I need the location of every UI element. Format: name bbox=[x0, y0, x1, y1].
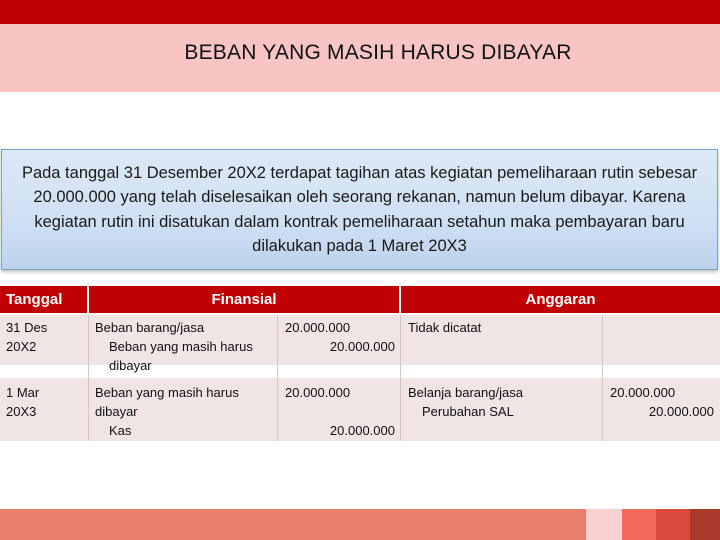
row2-ang-credit: 20.000.000 bbox=[648, 404, 714, 419]
row2-date-day: 1 Mar bbox=[6, 385, 40, 400]
column-divider bbox=[88, 315, 89, 441]
description-text: Pada tanggal 31 Desember 20X2 terdapat tagihan atas kegiatan pemeliharaan rutin sebesar 20.000.000 yang telah diselesaikan oleh seorang rekanan, namun belum dibayar. Karena kegiatan rutin ini disatukan dalam kontrak pemeliharaan setahun maka pembayaran baru dilakukan pada 1 Maret 20X3 bbox=[21, 163, 698, 255]
row2-ang-amounts bbox=[606, 383, 714, 421]
row2-ang-accounts bbox=[408, 383, 598, 421]
row2-ang-account-debit: Belanja barang/jasa bbox=[408, 385, 523, 400]
decor-square bbox=[656, 509, 690, 540]
top-accent-bar bbox=[0, 0, 720, 24]
decor-square bbox=[586, 509, 622, 540]
row1-fin-accounts bbox=[95, 318, 277, 375]
row1-date bbox=[6, 318, 86, 356]
row1-fin-account-debit: Beban barang/jasa bbox=[95, 320, 205, 335]
decor-square bbox=[690, 509, 720, 540]
row2-fin-accounts bbox=[95, 383, 277, 440]
column-divider bbox=[602, 315, 603, 441]
row2-ang-account-credit: Perubahan SAL bbox=[422, 404, 514, 419]
row2-fin-account-debit-cont: dibayar bbox=[95, 404, 138, 419]
row1-fin-amounts bbox=[285, 318, 395, 356]
row1-fin-debit: 20.000.000 bbox=[285, 320, 351, 335]
row2-fin-debit: 20.000.000 bbox=[285, 385, 351, 400]
row1-date-day: 31 Des bbox=[6, 320, 48, 335]
slide-title: BEBAN YANG MASIH HARUS DIBAYAR bbox=[184, 41, 572, 64]
row2-date bbox=[6, 383, 86, 421]
row1-ang-note: Tidak dicatat bbox=[408, 320, 482, 335]
header-finansial: Finansial bbox=[89, 286, 399, 313]
row2-fin-account-debit: Beban yang masih harus bbox=[95, 385, 239, 400]
description-box bbox=[1, 149, 718, 270]
row2-date-year: 20X3 bbox=[6, 404, 37, 419]
row1-fin-account-credit: Beban yang masih harus bbox=[109, 339, 253, 354]
row1-fin-credit: 20.000.000 bbox=[329, 339, 395, 354]
column-divider bbox=[400, 315, 401, 441]
row1-fin-account-credit-cont: dibayar bbox=[109, 358, 152, 373]
row2-fin-credit: 20.000.000 bbox=[329, 423, 395, 438]
header-anggaran: Anggaran bbox=[401, 286, 720, 313]
header-tanggal: Tanggal bbox=[0, 286, 87, 313]
row1-date-year: 20X2 bbox=[6, 339, 37, 354]
row1-ang-accounts bbox=[408, 318, 598, 337]
row2-fin-account-credit: Kas bbox=[109, 423, 132, 438]
row2-fin-amounts bbox=[285, 383, 395, 440]
column-divider bbox=[277, 315, 278, 441]
decor-square bbox=[622, 509, 656, 540]
row2-ang-debit: 20.000.000 bbox=[610, 385, 676, 400]
